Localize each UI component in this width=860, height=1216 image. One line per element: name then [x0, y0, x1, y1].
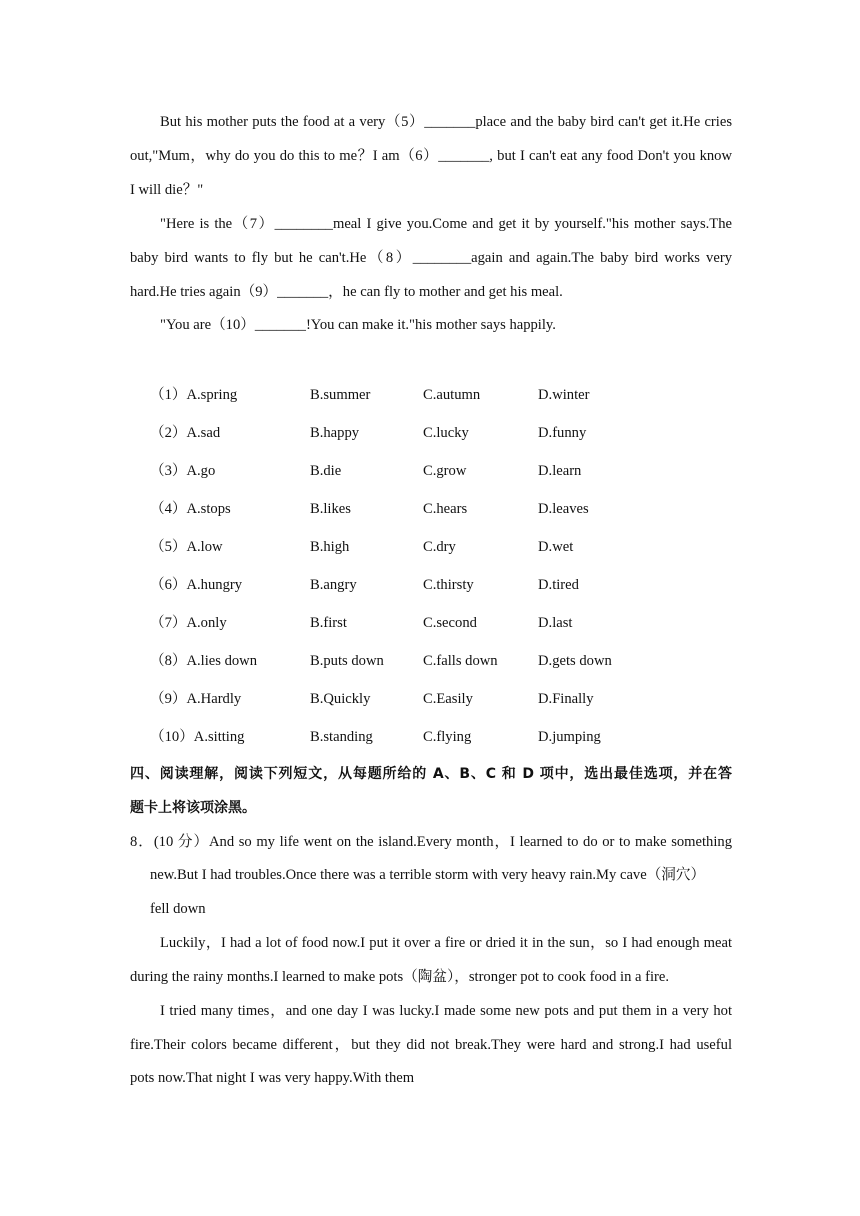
question-line: new.But I had troubles.Once there was a terrible storm with very heavy rain.My cave（洞穴）	[150, 867, 706, 883]
question-line: 8．(10 分）And so my life went on the island.Every month，I learned to do or to make something	[130, 834, 732, 850]
option-c: C.second	[423, 615, 477, 631]
question-line: fire.Their colors became different，but they did not break.They were hard and strong.I had useful	[130, 1037, 732, 1053]
option-c: C.dry	[423, 539, 456, 555]
option-a: （3）A.go	[150, 463, 216, 479]
section-heading: 题卡上将该项涂黑。	[130, 800, 256, 816]
question-line: Luckily，I had a lot of food now.I put it over a fire or dried it in the sun，so I had enough meat	[160, 935, 732, 951]
option-a: （7）A.only	[150, 615, 227, 631]
passage-line: hard.He tries again（9）_______，he can fly to mother and get his meal.	[130, 284, 563, 300]
question-line: pots now.That night I was very happy.With them	[130, 1070, 415, 1086]
option-b: B.high	[310, 539, 350, 555]
option-a: （4）A.stops	[150, 501, 231, 517]
option-d: D.Finally	[538, 691, 594, 707]
option-a: （5）A.low	[150, 539, 223, 555]
option-c: C.Easily	[423, 691, 473, 707]
option-b: B.first	[310, 615, 347, 631]
option-c: C.autumn	[423, 387, 481, 403]
option-d: D.wet	[538, 539, 574, 555]
option-d: D.funny	[538, 425, 587, 441]
option-c: C.thirsty	[423, 577, 474, 593]
passage-line: But his mother puts the food at a very（5）_______place and the baby bird can't get it.He cries	[160, 114, 732, 130]
option-a: （8）A.lies down	[150, 653, 258, 669]
option-d: D.last	[538, 615, 573, 631]
question-line: during the rainy months.I learned to make pots（陶盆），stronger pot to cook food in a fire.	[130, 969, 670, 985]
passage-line: baby bird wants to fly but he can't.He（8）________again and again.The baby bird works very	[130, 250, 732, 266]
option-a: （6）A.hungry	[150, 577, 243, 593]
option-d: D.winter	[538, 387, 590, 403]
option-b: B.summer	[310, 387, 371, 403]
option-b: B.happy	[310, 425, 360, 441]
passage-line: I will die？"	[130, 182, 204, 198]
option-d: D.learn	[538, 463, 582, 479]
option-c: C.hears	[423, 501, 468, 517]
passage-line: out,"Mum，why do you do this to me？I am（6）_______, but I can't eat any food Don't you know	[130, 148, 732, 164]
option-d: D.tired	[538, 577, 579, 593]
option-d: D.leaves	[538, 501, 589, 517]
option-b: B.Quickly	[310, 691, 371, 707]
option-a: （9）A.Hardly	[150, 691, 242, 707]
option-d: D.jumping	[538, 729, 601, 745]
passage-line: "You are（10）_______!You can make it."his mother says happily.	[160, 317, 556, 333]
option-a: （2）A.sad	[150, 425, 221, 441]
option-d: D.gets down	[538, 653, 612, 669]
option-b: B.likes	[310, 501, 351, 517]
option-b: B.angry	[310, 577, 357, 593]
option-b: B.puts down	[310, 653, 384, 669]
passage-line: "Here is the（7）________meal I give you.Come and get it by yourself."his mother says.The	[160, 216, 732, 232]
option-c: C.falls down	[423, 653, 498, 669]
option-a: （1）A.spring	[150, 387, 238, 403]
question-line: I tried many times，and one day I was lucky.I made some new pots and put them in a very hot	[160, 1003, 732, 1019]
option-c: C.flying	[423, 729, 472, 745]
option-b: B.die	[310, 463, 342, 479]
question-line: fell down	[150, 901, 206, 917]
option-a: （10）A.sitting	[150, 729, 245, 745]
option-b: B.standing	[310, 729, 373, 745]
section-heading: 四、阅读理解，阅读下列短文，从每题所给的 A、B、C 和 D 项中，选出最佳选项，并在答	[130, 766, 732, 782]
option-c: C.grow	[423, 463, 467, 479]
option-c: C.lucky	[423, 425, 469, 441]
